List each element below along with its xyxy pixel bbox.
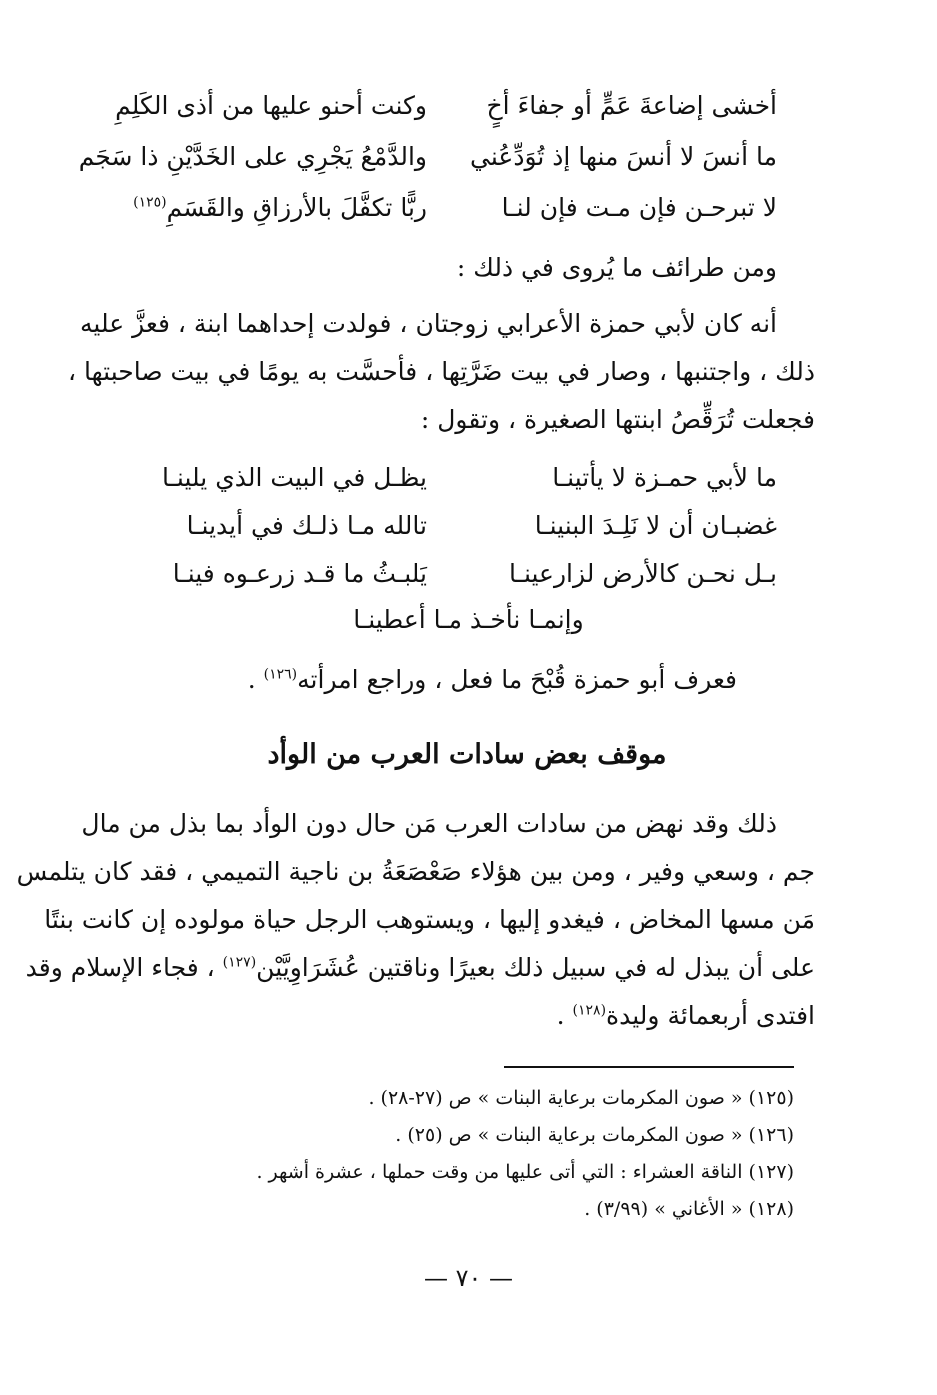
verse-line [107, 80, 777, 132]
verse-text: ربًّا تكفَّلَ بالأرزاقِ والقَسَمِ [166, 193, 427, 222]
verse-line [107, 452, 777, 504]
footnote-ref: (١٢٨) [572, 1002, 607, 1019]
sentence-text: افتدى أربعمائة وليدة [606, 1001, 815, 1030]
verse-first-hemistich: لا تبرحـن فإن مـت فإن لنـا [501, 193, 777, 222]
verse-second-hemistich [107, 182, 427, 234]
verse-second-hemistich: يظـل في البيت الذي يلينـا [161, 463, 427, 492]
footnote-ref: (١٢٥) [133, 194, 167, 211]
verse-line [107, 500, 777, 552]
verse-second-hemistich: وكنت أحنو عليها من أذى الكَلِمِ [115, 91, 427, 120]
sentence-tail: . [556, 1001, 573, 1030]
paragraph-line: جم ، وسعي وفير ، ومن بين هؤلاء صَعْصَعَةُ بن ناجية التميمي ، فقد كان يتلمس [16, 857, 815, 886]
paragraph-line: مَن مسها المخاض ، فيغدو إليها ، ويستوهب الرجل حياة مولوده إن كانت بنتًا [44, 905, 815, 934]
sentence-tail: ، فجاء الإسلام وقد [25, 953, 223, 982]
verse-last-line: وإنمـا نأخـذ مـا أعطينـا [353, 605, 584, 634]
verse-second-hemistich: تالله مـا ذلـك في أيدينـا [186, 511, 427, 540]
footnote: (١٢٦) « صون المكرمات برعاية البنات » ص (٢٥) . [395, 1124, 794, 1146]
footnote-separator [504, 1066, 794, 1068]
intro-line: ومن طرائف ما يُروى في ذلك : [456, 253, 777, 282]
verse-line [78, 131, 777, 183]
paragraph-line: أنه كان لأبي حمزة الأعرابي زوجتان ، فولدت إحداهما ابنة ، فعزَّ عليه [80, 309, 777, 338]
footnote: (١٢٧) الناقة العشراء : التي أتى عليها من وقت حملها ، عشرة أشهر . [256, 1161, 794, 1183]
verse-second-hemistich: والدَّمْعُ يَجْرِي على الخَدَّيْنِ ذا سَجَم [78, 142, 427, 171]
paragraph-line: فجعلت تُرَقِّصُ ابنتها الصغيرة ، وتقول : [420, 405, 815, 434]
verse-second-hemistich: يَلبـثُ ما قـد زرعـوه فينـا [172, 559, 427, 588]
paragraph-line [110, 992, 815, 1040]
paragraph-line: ذلك ، واجتنبها ، وصار في بيت ضَرَّتِها ، فأحسَّت به يومًا في بيت صاحبتها ، [68, 357, 815, 386]
paragraph-line [25, 944, 815, 992]
sentence-text: فعرف أبو حمزة قُبْحَ ما فعل ، وراجع امرأته [297, 665, 737, 694]
sentence-text: على أن يبذل له في سبيل ذلك بعيرًا وناقتين عُشَرَاوِيَّيْن [256, 953, 815, 982]
paragraph-line: ذلك وقد نهض من سادات العرب مَن حال دون الوأد بما بذل من مال [81, 809, 777, 838]
paragraph-line [137, 656, 737, 704]
footnote-ref: (١٢٦) [263, 666, 298, 683]
verse-first-hemistich: أخشى إضاعةَ عَمٍّ أو جفاءَ أخٍ [486, 91, 777, 120]
verse-first-hemistich: غضبـان أن لا نَلِـدَ البنينـا [534, 511, 777, 540]
verse-first-hemistich: ما لأبي حمـزة لا يأتينـا [552, 463, 777, 492]
verse-line [107, 182, 777, 234]
verse-first-hemistich: ما أنسَ لا أنسَ منها إذ تُوَدِّعُني [470, 142, 777, 171]
footnote-ref: (١٢٧) [222, 954, 257, 971]
page-number: — ٧٠ — [423, 1264, 514, 1292]
verse-line [107, 548, 777, 600]
footnote: (١٢٨) « الأغاني » (٣/٩٩) . [584, 1198, 794, 1220]
footnote: (١٢٥) « صون المكرمات برعاية البنات » ص (٢٧-٢٨) . [368, 1087, 794, 1109]
sentence-tail: . [247, 665, 264, 694]
verse-first-hemistich: بـل نحـن كالأرض لزارعينـا [509, 559, 777, 588]
section-heading: موقف بعض سادات العرب من الوأد [267, 739, 667, 770]
